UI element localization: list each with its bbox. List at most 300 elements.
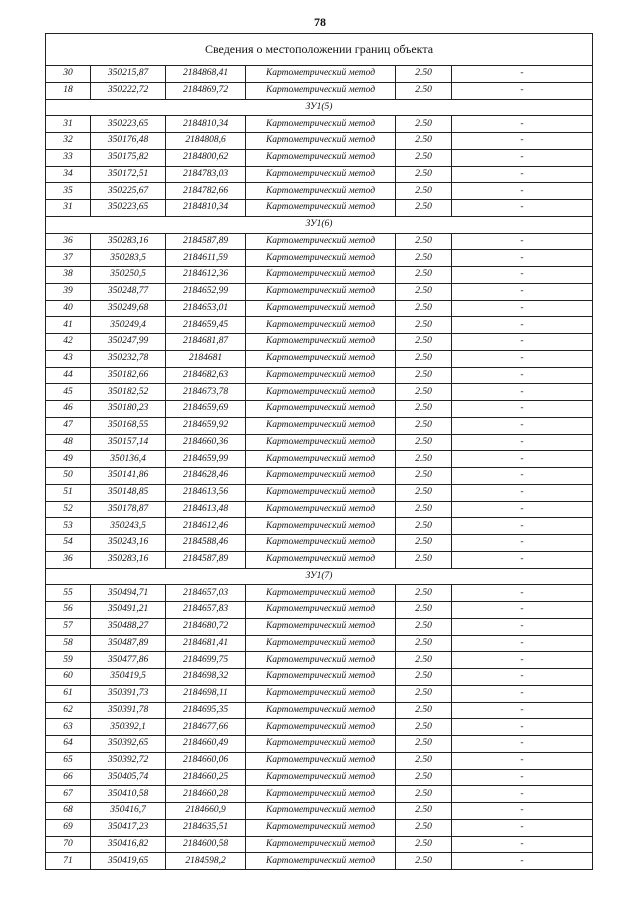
x-coordinate-cell: 350405,74	[91, 769, 166, 786]
method-cell: Картометрический метод	[246, 334, 396, 351]
precision-cell: 2.50	[396, 233, 452, 250]
section-label: ЗУ1(6)	[46, 216, 593, 233]
precision-cell: 2.50	[396, 350, 452, 367]
method-cell: Картометрический метод	[246, 384, 396, 401]
note-cell: -	[452, 434, 593, 451]
precision-cell: 2.50	[396, 535, 452, 552]
precision-cell: 2.50	[396, 401, 452, 418]
table-row	[46, 468, 593, 485]
x-coordinate-cell: 350248,77	[91, 283, 166, 300]
x-coordinate-cell: 350223,65	[91, 200, 166, 217]
y-coordinate-cell: 2184808,6	[166, 133, 246, 150]
point-number-cell: 69	[46, 819, 91, 836]
table-row	[46, 250, 593, 267]
y-coordinate-cell: 2184600,58	[166, 836, 246, 853]
method-cell: Картометрический метод	[246, 468, 396, 485]
table-row	[46, 501, 593, 518]
precision-cell: 2.50	[396, 300, 452, 317]
table-row	[46, 669, 593, 686]
table-row	[46, 116, 593, 133]
method-cell: Картометрический метод	[246, 836, 396, 853]
y-coordinate-cell: 2184680,72	[166, 618, 246, 635]
x-coordinate-cell: 350136,4	[91, 451, 166, 468]
method-cell: Картометрический метод	[246, 618, 396, 635]
x-coordinate-cell: 350215,87	[91, 66, 166, 83]
note-cell: -	[452, 401, 593, 418]
y-coordinate-cell: 2184612,36	[166, 267, 246, 284]
table-row	[46, 334, 593, 351]
method-cell: Картометрический метод	[246, 736, 396, 753]
precision-cell: 2.50	[396, 501, 452, 518]
precision-cell: 2.50	[396, 685, 452, 702]
precision-cell: 2.50	[396, 317, 452, 334]
x-coordinate-cell: 350168,55	[91, 417, 166, 434]
x-coordinate-cell: 350247,99	[91, 334, 166, 351]
note-cell: -	[452, 233, 593, 250]
point-number-cell: 43	[46, 350, 91, 367]
method-cell: Картометрический метод	[246, 551, 396, 568]
point-number-cell: 39	[46, 283, 91, 300]
precision-cell: 2.50	[396, 819, 452, 836]
method-cell: Картометрический метод	[246, 585, 396, 602]
method-cell: Картометрический метод	[246, 719, 396, 736]
point-number-cell: 40	[46, 300, 91, 317]
table-row	[46, 736, 593, 753]
precision-cell: 2.50	[396, 836, 452, 853]
point-number-cell: 30	[46, 66, 91, 83]
method-cell: Картометрический метод	[246, 133, 396, 150]
note-cell: -	[452, 300, 593, 317]
y-coordinate-cell: 2184698,11	[166, 685, 246, 702]
table-row	[46, 803, 593, 820]
point-number-cell: 41	[46, 317, 91, 334]
method-cell: Картометрический метод	[246, 685, 396, 702]
point-number-cell: 45	[46, 384, 91, 401]
x-coordinate-cell: 350416,7	[91, 803, 166, 820]
y-coordinate-cell: 2184588,46	[166, 535, 246, 552]
note-cell: -	[452, 551, 593, 568]
table-row	[46, 484, 593, 501]
y-coordinate-cell: 2184660,9	[166, 803, 246, 820]
note-cell: -	[452, 635, 593, 652]
method-cell: Картометрический метод	[246, 786, 396, 803]
precision-cell: 2.50	[396, 82, 452, 99]
precision-cell: 2.50	[396, 334, 452, 351]
y-coordinate-cell: 2184783,03	[166, 166, 246, 183]
y-coordinate-cell: 2184635,51	[166, 819, 246, 836]
point-number-cell: 51	[46, 484, 91, 501]
note-cell: -	[452, 116, 593, 133]
table-row	[46, 317, 593, 334]
table-row	[46, 685, 593, 702]
point-number-cell: 71	[46, 853, 91, 870]
note-cell: -	[452, 501, 593, 518]
point-number-cell: 52	[46, 501, 91, 518]
point-number-cell: 61	[46, 685, 91, 702]
note-cell: -	[452, 518, 593, 535]
table-row	[46, 752, 593, 769]
x-coordinate-cell: 350178,87	[91, 501, 166, 518]
x-coordinate-cell: 350223,65	[91, 116, 166, 133]
table-row	[46, 149, 593, 166]
y-coordinate-cell: 2184587,89	[166, 551, 246, 568]
table-row	[46, 300, 593, 317]
point-number-cell: 66	[46, 769, 91, 786]
table-row	[46, 401, 593, 418]
point-number-cell: 44	[46, 367, 91, 384]
table-row	[46, 367, 593, 384]
y-coordinate-cell: 2184782,66	[166, 183, 246, 200]
y-coordinate-cell: 2184681,87	[166, 334, 246, 351]
x-coordinate-cell: 350419,65	[91, 853, 166, 870]
note-cell: -	[452, 652, 593, 669]
note-cell: -	[452, 602, 593, 619]
method-cell: Картометрический метод	[246, 82, 396, 99]
table-row	[46, 200, 593, 217]
x-coordinate-cell: 350182,66	[91, 367, 166, 384]
precision-cell: 2.50	[396, 853, 452, 870]
table-row	[46, 267, 593, 284]
point-number-cell: 37	[46, 250, 91, 267]
precision-cell: 2.50	[396, 602, 452, 619]
x-coordinate-cell: 350491,21	[91, 602, 166, 619]
x-coordinate-cell: 350488,27	[91, 618, 166, 635]
section-row	[46, 216, 593, 233]
x-coordinate-cell: 350232,78	[91, 350, 166, 367]
precision-cell: 2.50	[396, 200, 452, 217]
y-coordinate-cell: 2184628,46	[166, 468, 246, 485]
precision-cell: 2.50	[396, 702, 452, 719]
x-coordinate-cell: 350243,16	[91, 535, 166, 552]
x-coordinate-cell: 350391,73	[91, 685, 166, 702]
y-coordinate-cell: 2184598,2	[166, 853, 246, 870]
point-number-cell: 32	[46, 133, 91, 150]
method-cell: Картометрический метод	[246, 350, 396, 367]
y-coordinate-cell: 2184698,32	[166, 669, 246, 686]
method-cell: Картометрический метод	[246, 652, 396, 669]
table-row	[46, 434, 593, 451]
x-coordinate-cell: 350494,71	[91, 585, 166, 602]
precision-cell: 2.50	[396, 250, 452, 267]
point-number-cell: 48	[46, 434, 91, 451]
table-row	[46, 719, 593, 736]
x-coordinate-cell: 350222,72	[91, 82, 166, 99]
x-coordinate-cell: 350283,16	[91, 551, 166, 568]
point-number-cell: 50	[46, 468, 91, 485]
y-coordinate-cell: 2184869,72	[166, 82, 246, 99]
y-coordinate-cell: 2184659,45	[166, 317, 246, 334]
method-cell: Картометрический метод	[246, 233, 396, 250]
point-number-cell: 53	[46, 518, 91, 535]
table-row	[46, 350, 593, 367]
table-row	[46, 283, 593, 300]
note-cell: -	[452, 334, 593, 351]
method-cell: Картометрический метод	[246, 434, 396, 451]
method-cell: Картометрический метод	[246, 484, 396, 501]
precision-cell: 2.50	[396, 451, 452, 468]
point-number-cell: 70	[46, 836, 91, 853]
section-row	[46, 99, 593, 116]
note-cell: -	[452, 685, 593, 702]
y-coordinate-cell: 2184810,34	[166, 116, 246, 133]
y-coordinate-cell: 2184659,99	[166, 451, 246, 468]
precision-cell: 2.50	[396, 166, 452, 183]
x-coordinate-cell: 350225,67	[91, 183, 166, 200]
table-row	[46, 702, 593, 719]
note-cell: -	[452, 836, 593, 853]
y-coordinate-cell: 2184699,75	[166, 652, 246, 669]
table-row	[46, 652, 593, 669]
point-number-cell: 49	[46, 451, 91, 468]
x-coordinate-cell: 350182,52	[91, 384, 166, 401]
method-cell: Картометрический метод	[246, 803, 396, 820]
x-coordinate-cell: 350148,85	[91, 484, 166, 501]
x-coordinate-cell: 350392,72	[91, 752, 166, 769]
precision-cell: 2.50	[396, 551, 452, 568]
table-row	[46, 618, 593, 635]
note-cell: -	[452, 451, 593, 468]
point-number-cell: 34	[46, 166, 91, 183]
point-number-cell: 55	[46, 585, 91, 602]
note-cell: -	[452, 283, 593, 300]
x-coordinate-cell: 350419,5	[91, 669, 166, 686]
precision-cell: 2.50	[396, 66, 452, 83]
precision-cell: 2.50	[396, 484, 452, 501]
method-cell: Картометрический метод	[246, 635, 396, 652]
method-cell: Картометрический метод	[246, 200, 396, 217]
y-coordinate-cell: 2184613,48	[166, 501, 246, 518]
table-row	[46, 183, 593, 200]
method-cell: Картометрический метод	[246, 451, 396, 468]
precision-cell: 2.50	[396, 719, 452, 736]
table-row	[46, 133, 593, 150]
y-coordinate-cell: 2184677,66	[166, 719, 246, 736]
precision-cell: 2.50	[396, 752, 452, 769]
table-row	[46, 819, 593, 836]
precision-cell: 2.50	[396, 468, 452, 485]
note-cell: -	[452, 417, 593, 434]
precision-cell: 2.50	[396, 384, 452, 401]
note-cell: -	[452, 669, 593, 686]
precision-cell: 2.50	[396, 149, 452, 166]
y-coordinate-cell: 2184652,99	[166, 283, 246, 300]
method-cell: Картометрический метод	[246, 317, 396, 334]
point-number-cell: 31	[46, 200, 91, 217]
table-row	[46, 518, 593, 535]
table-row	[46, 769, 593, 786]
table-row	[46, 233, 593, 250]
point-number-cell: 35	[46, 183, 91, 200]
precision-cell: 2.50	[396, 786, 452, 803]
y-coordinate-cell: 2184810,34	[166, 200, 246, 217]
note-cell: -	[452, 484, 593, 501]
note-cell: -	[452, 317, 593, 334]
method-cell: Картометрический метод	[246, 669, 396, 686]
table-row	[46, 786, 593, 803]
point-number-cell: 42	[46, 334, 91, 351]
y-coordinate-cell: 2184695,35	[166, 702, 246, 719]
section-label: ЗУ1(5)	[46, 99, 593, 116]
note-cell: -	[452, 786, 593, 803]
x-coordinate-cell: 350172,51	[91, 166, 166, 183]
table-row	[46, 535, 593, 552]
method-cell: Картометрический метод	[246, 853, 396, 870]
precision-cell: 2.50	[396, 652, 452, 669]
boundary-coordinates-table	[45, 33, 593, 870]
y-coordinate-cell: 2184613,56	[166, 484, 246, 501]
y-coordinate-cell: 2184868,41	[166, 66, 246, 83]
point-number-cell: 36	[46, 551, 91, 568]
x-coordinate-cell: 350417,23	[91, 819, 166, 836]
note-cell: -	[452, 350, 593, 367]
y-coordinate-cell: 2184659,92	[166, 417, 246, 434]
table-row	[46, 836, 593, 853]
y-coordinate-cell: 2184660,36	[166, 434, 246, 451]
table-row	[46, 82, 593, 99]
point-number-cell: 64	[46, 736, 91, 753]
x-coordinate-cell: 350391,78	[91, 702, 166, 719]
note-cell: -	[452, 752, 593, 769]
x-coordinate-cell: 350180,23	[91, 401, 166, 418]
method-cell: Картометрический метод	[246, 283, 396, 300]
x-coordinate-cell: 350392,65	[91, 736, 166, 753]
precision-cell: 2.50	[396, 417, 452, 434]
note-cell: -	[452, 719, 593, 736]
point-number-cell: 31	[46, 116, 91, 133]
y-coordinate-cell: 2184673,78	[166, 384, 246, 401]
precision-cell: 2.50	[396, 133, 452, 150]
method-cell: Картометрический метод	[246, 769, 396, 786]
method-cell: Картометрический метод	[246, 183, 396, 200]
note-cell: -	[452, 82, 593, 99]
note-cell: -	[452, 769, 593, 786]
x-coordinate-cell: 350487,89	[91, 635, 166, 652]
table-row	[46, 417, 593, 434]
y-coordinate-cell: 2184611,59	[166, 250, 246, 267]
note-cell: -	[452, 267, 593, 284]
method-cell: Картометрический метод	[246, 300, 396, 317]
table-row	[46, 602, 593, 619]
method-cell: Картометрический метод	[246, 250, 396, 267]
point-number-cell: 67	[46, 786, 91, 803]
point-number-cell: 65	[46, 752, 91, 769]
page-number: 78	[314, 15, 326, 29]
point-number-cell: 60	[46, 669, 91, 686]
method-cell: Картометрический метод	[246, 702, 396, 719]
precision-cell: 2.50	[396, 518, 452, 535]
x-coordinate-cell: 350249,68	[91, 300, 166, 317]
point-number-cell: 68	[46, 803, 91, 820]
x-coordinate-cell: 350249,4	[91, 317, 166, 334]
method-cell: Картометрический метод	[246, 752, 396, 769]
y-coordinate-cell: 2184653,01	[166, 300, 246, 317]
y-coordinate-cell: 2184681,41	[166, 635, 246, 652]
section-label: ЗУ1(7)	[46, 568, 593, 585]
method-cell: Картометрический метод	[246, 401, 396, 418]
method-cell: Картометрический метод	[246, 166, 396, 183]
point-number-cell: 47	[46, 417, 91, 434]
table-title: Сведения о местоположении границ объекта	[46, 34, 593, 66]
note-cell: -	[452, 183, 593, 200]
table-row	[46, 853, 593, 870]
table-row	[46, 585, 593, 602]
method-cell: Картометрический метод	[246, 267, 396, 284]
y-coordinate-cell: 2184657,03	[166, 585, 246, 602]
precision-cell: 2.50	[396, 736, 452, 753]
note-cell: -	[452, 618, 593, 635]
precision-cell: 2.50	[396, 367, 452, 384]
note-cell: -	[452, 585, 593, 602]
table-row	[46, 551, 593, 568]
note-cell: -	[452, 133, 593, 150]
table-body	[46, 34, 593, 870]
point-number-cell: 57	[46, 618, 91, 635]
precision-cell: 2.50	[396, 618, 452, 635]
table-row	[46, 66, 593, 83]
point-number-cell: 58	[46, 635, 91, 652]
x-coordinate-cell: 350250,5	[91, 267, 166, 284]
note-cell: -	[452, 166, 593, 183]
method-cell: Картометрический метод	[246, 501, 396, 518]
x-coordinate-cell: 350176,48	[91, 133, 166, 150]
method-cell: Картометрический метод	[246, 149, 396, 166]
x-coordinate-cell: 350175,82	[91, 149, 166, 166]
point-number-cell: 46	[46, 401, 91, 418]
note-cell: -	[452, 803, 593, 820]
precision-cell: 2.50	[396, 267, 452, 284]
note-cell: -	[452, 819, 593, 836]
point-number-cell: 54	[46, 535, 91, 552]
note-cell: -	[452, 66, 593, 83]
precision-cell: 2.50	[396, 116, 452, 133]
method-cell: Картометрический метод	[246, 417, 396, 434]
note-cell: -	[452, 384, 593, 401]
y-coordinate-cell: 2184660,28	[166, 786, 246, 803]
method-cell: Картометрический метод	[246, 367, 396, 384]
point-number-cell: 33	[46, 149, 91, 166]
y-coordinate-cell: 2184587,89	[166, 233, 246, 250]
point-number-cell: 56	[46, 602, 91, 619]
point-number-cell: 38	[46, 267, 91, 284]
x-coordinate-cell: 350283,5	[91, 250, 166, 267]
note-cell: -	[452, 702, 593, 719]
y-coordinate-cell: 2184657,83	[166, 602, 246, 619]
point-number-cell: 62	[46, 702, 91, 719]
x-coordinate-cell: 350392,1	[91, 719, 166, 736]
x-coordinate-cell: 350477,86	[91, 652, 166, 669]
precision-cell: 2.50	[396, 283, 452, 300]
y-coordinate-cell: 2184681	[166, 350, 246, 367]
precision-cell: 2.50	[396, 769, 452, 786]
point-number-cell: 63	[46, 719, 91, 736]
table-title-row	[46, 34, 593, 66]
precision-cell: 2.50	[396, 434, 452, 451]
section-row	[46, 568, 593, 585]
x-coordinate-cell: 350410,58	[91, 786, 166, 803]
method-cell: Картометрический метод	[246, 518, 396, 535]
note-cell: -	[452, 736, 593, 753]
note-cell: -	[452, 853, 593, 870]
table-row	[46, 384, 593, 401]
x-coordinate-cell: 350416,82	[91, 836, 166, 853]
y-coordinate-cell: 2184800,62	[166, 149, 246, 166]
method-cell: Картометрический метод	[246, 819, 396, 836]
note-cell: -	[452, 200, 593, 217]
x-coordinate-cell: 350243,5	[91, 518, 166, 535]
table-row	[46, 635, 593, 652]
note-cell: -	[452, 468, 593, 485]
y-coordinate-cell: 2184660,06	[166, 752, 246, 769]
